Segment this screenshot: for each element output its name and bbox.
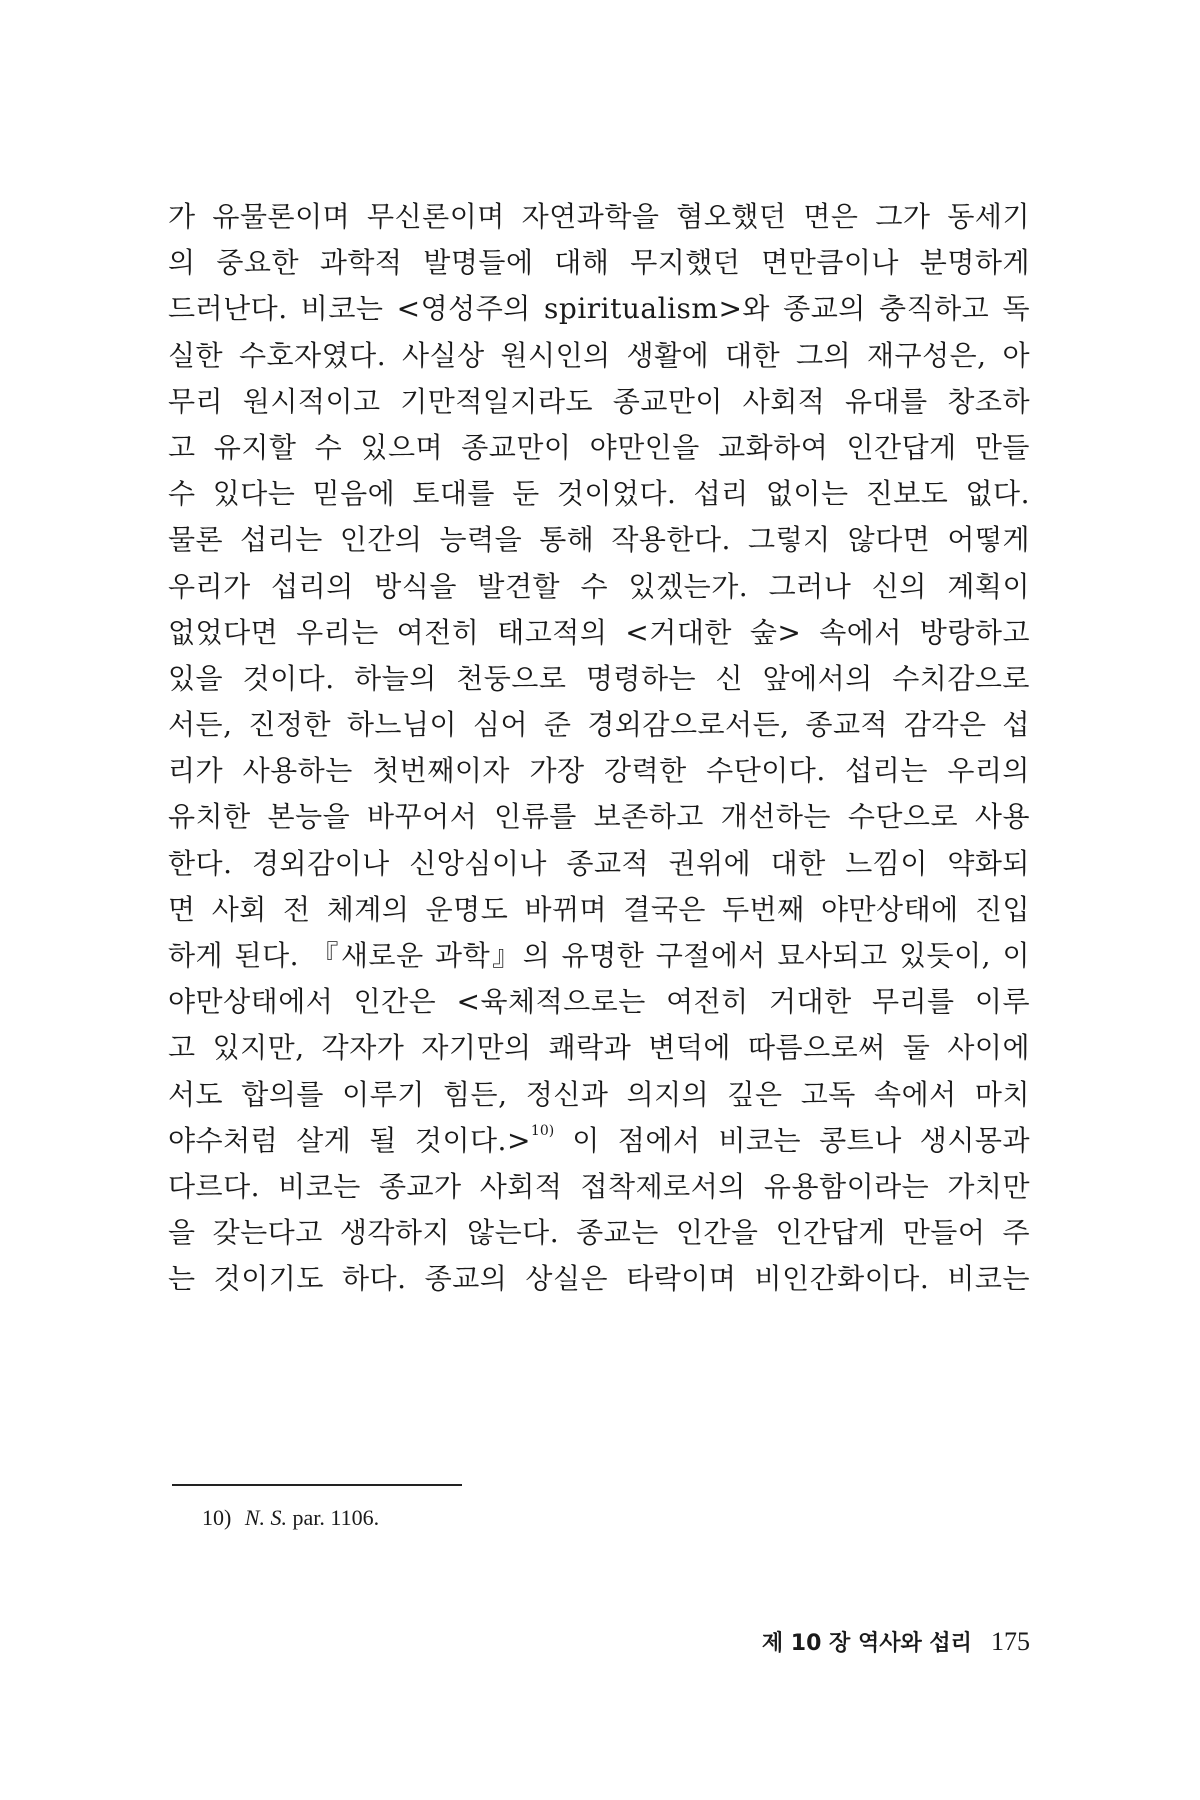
text-line-20: 서도 합의를 이루기 힘든, 정신과 의지의 깊은 고독 속에서 마치 (168, 1077, 1030, 1111)
footnote-citation: par. 1106. (292, 1505, 380, 1530)
text-line-21-after: 이 점에서 비코는 콩트나 생시몽과 (554, 1123, 1030, 1157)
footnote-reference: 10) (530, 1122, 555, 1139)
text-line-9: 우리가 섭리의 방식을 발견할 수 있겠는가. 그러나 신의 계획이 (168, 569, 1030, 603)
body-text (168, 194, 1030, 1303)
text-line-2: 의 중요한 과학적 발명들에 대해 무지했던 면만큼이나 분명하게 (168, 246, 1030, 280)
text-line-5: 무리 원시적이고 기만적일지라도 종교만이 사회적 유대를 창조하 (168, 384, 1030, 418)
text-line-13: 리가 사용하는 첫번째이자 가장 강력한 수단이다. 섭리는 우리의 (168, 754, 1030, 788)
text-line-15: 한다. 경외감이나 신앙심이나 종교적 권위에 대한 느낌이 약화되 (168, 846, 1030, 880)
footnote-number: 10) (202, 1505, 232, 1530)
running-footer (700, 1626, 1030, 1657)
text-line-3: 드러난다. 비코는 <영성주의 spiritualism>와 종교의 충직하고 독 (168, 292, 1030, 326)
footnote-divider (172, 1484, 462, 1486)
text-line-22: 다르다. 비코는 종교가 사회적 접착제로서의 유용함이라는 가치만 (168, 1169, 1030, 1203)
text-line-24: 는 것이기도 하다. 종교의 상실은 타락이며 비인간화이다. 비코는 (168, 1262, 1030, 1296)
text-line-8: 물론 섭리는 인간의 능력을 통해 작용한다. 그렇지 않다면 어떻게 (168, 523, 1030, 557)
text-line-18: 야만상태에서 인간은 <육체적으로는 여전히 거대한 무리를 이루 (168, 985, 1030, 1019)
text-line-21-before: 야수처럼 살게 될 것이다.> (168, 1123, 531, 1157)
text-line-4: 실한 수호자였다. 사실상 원시인의 생활에 대한 그의 재구성은, 아 (168, 338, 1030, 372)
text-line-14: 유치한 본능을 바꾸어서 인류를 보존하고 개선하는 수단으로 사용 (168, 800, 1030, 834)
text-line-19: 고 있지만, 각자가 자기만의 쾌락과 변덕에 따름으로써 둘 사이에 (168, 1031, 1030, 1065)
chapter-title: 제 10 장 역사와 섭리 (761, 1631, 972, 1656)
text-line-11: 있을 것이다. 하늘의 천둥으로 명령하는 신 앞에서의 수치감으로 (168, 661, 1030, 695)
page-number: 175 (991, 1627, 1030, 1656)
text-line-17: 하게 된다. 『새로운 과학』의 유명한 구절에서 묘사되고 있듯이, 이 (168, 939, 1030, 972)
footnote (202, 1504, 379, 1532)
text-line-23: 을 갖는다고 생각하지 않는다. 종교는 인간을 인간답게 만들어 주 (168, 1216, 1030, 1250)
text-line-21 (168, 1118, 1030, 1164)
text-line-6: 고 유지할 수 있으며 종교만이 야만인을 교화하여 인간답게 만들 (168, 430, 1030, 464)
text-line-12: 서든, 진정한 하느님이 심어 준 경외감으로서든, 종교적 감각은 섭 (168, 708, 1030, 742)
footnote-source: N. S. (244, 1505, 288, 1530)
text-line-16: 면 사회 전 체계의 운명도 바뀌며 결국은 두번째 야만상태에 진입 (168, 892, 1030, 926)
text-line-1: 가 유물론이며 무신론이며 자연과학을 혐오했던 면은 그가 동세기 (168, 200, 1030, 233)
text-line-7: 수 있다는 믿음에 토대를 둔 것이었다. 섭리 없이는 진보도 없다. (168, 477, 1030, 511)
text-line-10: 없었다면 우리는 여전히 태고적의 <거대한 숲> 속에서 방랑하고 (168, 615, 1030, 649)
